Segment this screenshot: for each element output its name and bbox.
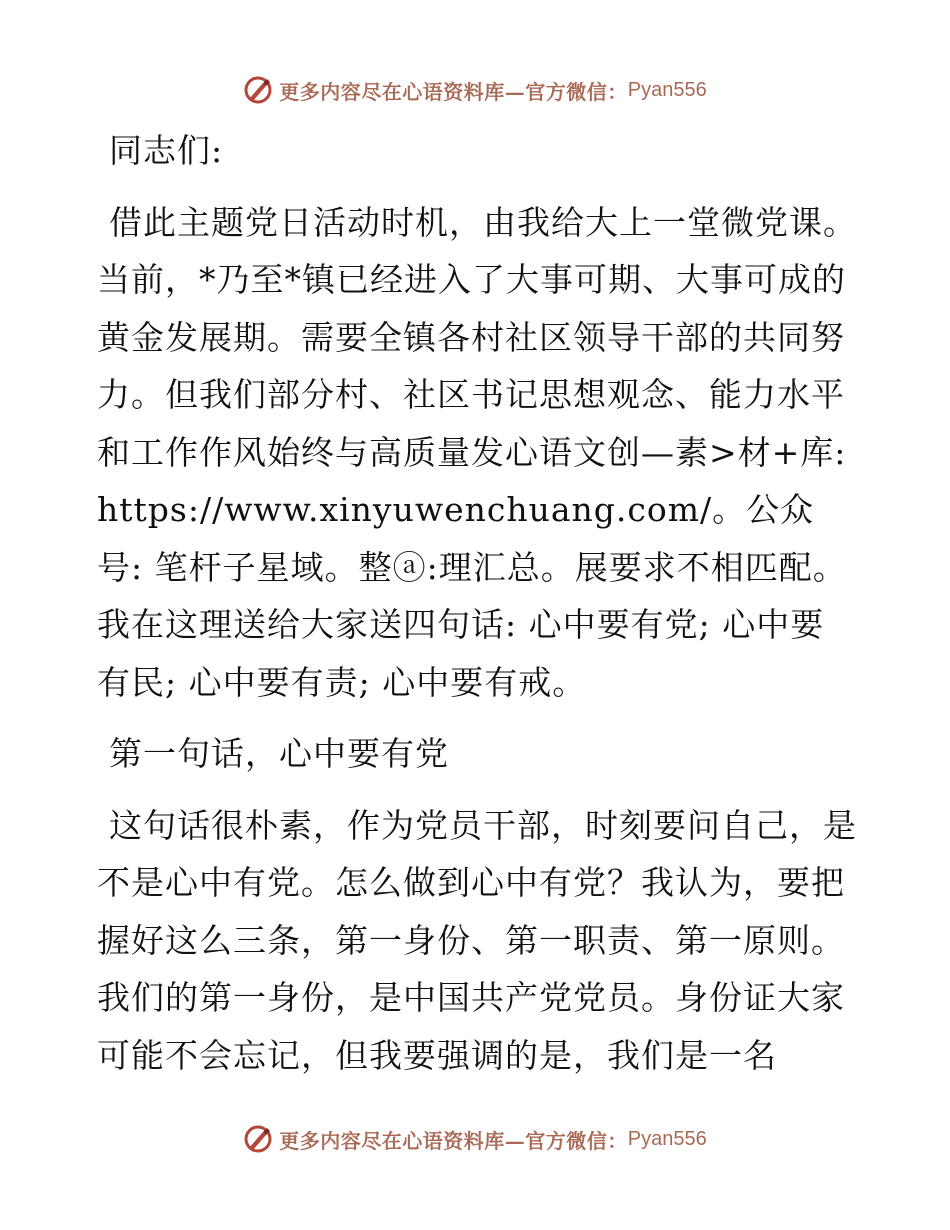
banner-text: 更多内容尽在心语资料库—官方微信： <box>279 79 628 104</box>
header-banner <box>0 70 950 110</box>
paragraph-section-1: 这句话很朴素，作为党员干部，时刻要问自己，是不是心中有党。怎么做到心中有党？我认为，要把握好这么三条，第一身份、第一职责、第一原则。我们的第一身份，是中国共产党党员。身份证大家可能不会忘记，但我要强调的是，我们是一名 <box>97 805 857 1075</box>
banner-text: 更多内容尽在心语资料库—官方微信： <box>279 1128 628 1153</box>
footer-banner <box>0 1119 950 1159</box>
greeting: 同志们: <box>109 131 224 170</box>
section-heading: 第一句话，心中要有党 <box>109 734 449 773</box>
paragraph-intro: 借此主题党日活动时机，由我给大上一堂微党课。当前，*乃至*镇已经进入了大事可期、大事可成的黄金发展期。需要全镇各村社区领导干部的共同努力。但我们部分村、社区书记思想观念、能力水平和工作作风始终与高质量发心语文创—素>材+库: https://www.xinyuwenchuang.com/。公众号: 笔杆子星域。整ⓐ:理汇总。展要求不相匹配。我在这理送给大家送四句话: 心中要有党; 心中要有民; 心中要有责; 心中要有戒。 <box>97 202 857 702</box>
banner-wechat-id: Pyan556 <box>627 1127 707 1150</box>
banner-wechat-id: Pyan556 <box>627 78 707 101</box>
pen-circle-icon <box>243 1124 273 1154</box>
document-body <box>97 122 857 1098</box>
pen-circle-icon <box>243 75 273 105</box>
